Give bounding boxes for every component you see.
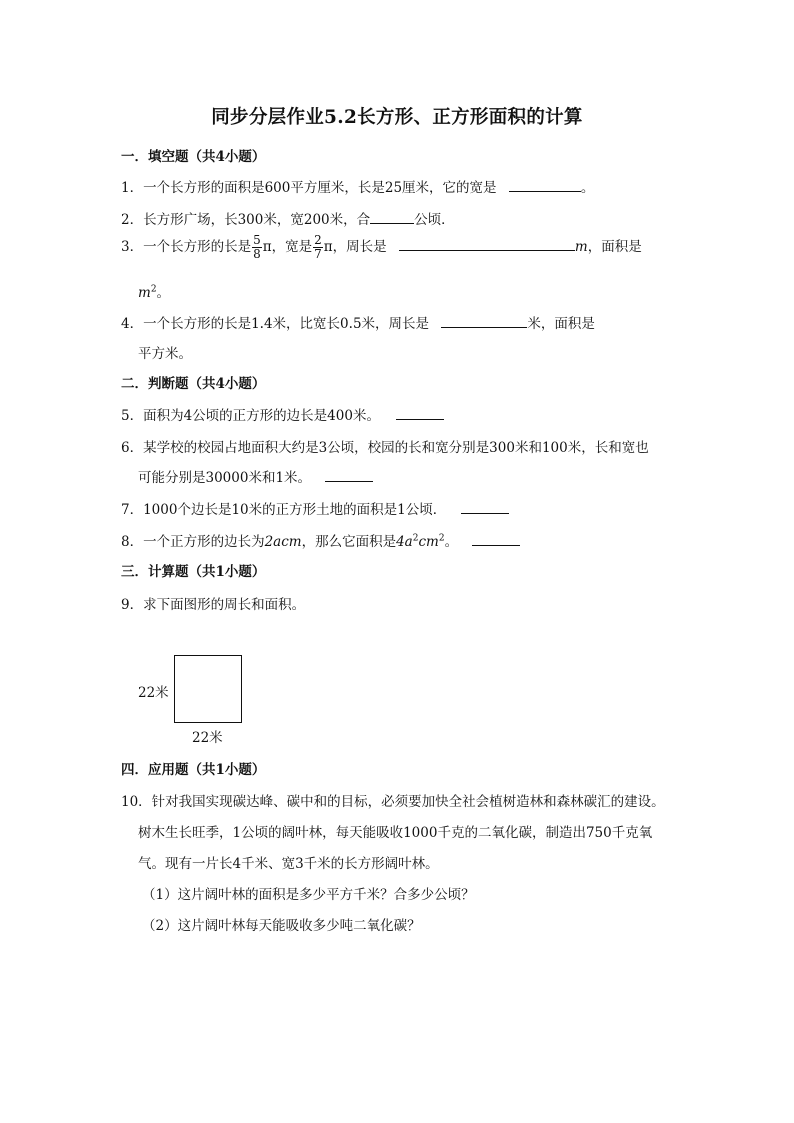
question-9: 9．求下面图形的周长和面积。 bbox=[121, 597, 306, 613]
square-side-label: 22米 bbox=[138, 685, 169, 701]
question-3-line-2: $m^2$。 bbox=[138, 284, 171, 301]
question-4 bbox=[121, 312, 595, 332]
question-2 bbox=[121, 208, 455, 228]
fraction-2-7: $\frac{2}{7}$ bbox=[314, 233, 322, 261]
question-3-text: 3．一个长方形的长是 bbox=[121, 239, 252, 255]
question-10-line-2: 树木生长旺季，1公顷的阔叶林，每天能吸收1000千克的二氧化碳，制造出750千克氧 bbox=[138, 825, 653, 841]
square-figure bbox=[174, 655, 242, 723]
question-7: 7．1000个边长是10米的正方形土地的面积是1公顷． bbox=[121, 498, 509, 518]
question-4-text: 4．一个长方形的长是1.4米，比宽长0.5米，周长是 bbox=[121, 316, 430, 332]
answer-blank-2[interactable] bbox=[370, 211, 414, 224]
question-5: 5．面积为4公顷的正方形的边长是400米。 bbox=[121, 404, 444, 424]
section-heading-calculation: 三．计算题（共1小题） bbox=[121, 564, 266, 580]
question-1-end: 。 bbox=[580, 180, 595, 196]
answer-blank-5[interactable] bbox=[396, 407, 444, 420]
question-4-mid: 米，面积是 bbox=[527, 316, 595, 332]
question-1-text: 1．一个长方形的面积是600平方厘米，长是25厘米，它的宽是 bbox=[121, 180, 497, 196]
question-3 bbox=[121, 234, 642, 261]
question-3-pi-2: π，周长是 bbox=[323, 239, 387, 255]
unit-m: m bbox=[574, 239, 588, 255]
fraction-5-8: $\frac{5}{8}$ bbox=[253, 233, 261, 261]
answer-blank-3a[interactable] bbox=[399, 238, 575, 251]
answer-blank-4a[interactable] bbox=[441, 315, 527, 328]
question-4-line-2: 平方米。 bbox=[138, 346, 192, 362]
page-title: 同步分层作业5.2长方形、正方形面积的计算 bbox=[211, 107, 583, 128]
question-10-line-3: 气。现有一片长4千米、宽3千米的长方形阔叶林。 bbox=[138, 856, 439, 872]
answer-blank-8[interactable] bbox=[472, 533, 520, 546]
question-2-end: 公顷． bbox=[414, 212, 455, 228]
question-10-sub-1: （1）这片阔叶林的面积是多少平方千米？合多少公顷？ bbox=[142, 887, 475, 903]
answer-blank-1[interactable] bbox=[509, 179, 581, 192]
question-2-text: 2．长方形广场，长300米，宽200米，合 bbox=[121, 212, 371, 228]
section-heading-fill-in: 一．填空题（共4小题） bbox=[121, 149, 266, 165]
question-3-pi-1: π，宽是 bbox=[262, 239, 313, 255]
question-10: 10．针对我国实现碳达峰、碳中和的目标，必须要加快全社会植树造林和森林碳汇的建设。 bbox=[121, 794, 665, 810]
section-heading-true-false: 二．判断题（共4小题） bbox=[121, 376, 266, 392]
question-6-line-2: 可能分别是30000米和1米。 bbox=[138, 466, 373, 486]
question-3-end: ，面积是 bbox=[587, 239, 642, 255]
answer-blank-6[interactable] bbox=[325, 469, 373, 482]
question-8: 8．一个正方形的边长为2acm，那么它面积是$4a^2cm^2$。 bbox=[121, 530, 520, 550]
answer-blank-7[interactable] bbox=[461, 501, 509, 514]
question-1 bbox=[121, 176, 594, 196]
section-heading-application: 四．应用题（共1小题） bbox=[121, 762, 266, 778]
unit-m-squared: m bbox=[138, 285, 151, 301]
question-10-sub-2: （2）这片阔叶林每天能吸收多少吨二氧化碳？ bbox=[142, 918, 421, 934]
question-6: 6．某学校的校园占地面积大约是3公顷，校园的长和宽分别是300米和100米，长和宽也 bbox=[121, 440, 649, 456]
square-bottom-label: 22米 bbox=[192, 730, 223, 746]
